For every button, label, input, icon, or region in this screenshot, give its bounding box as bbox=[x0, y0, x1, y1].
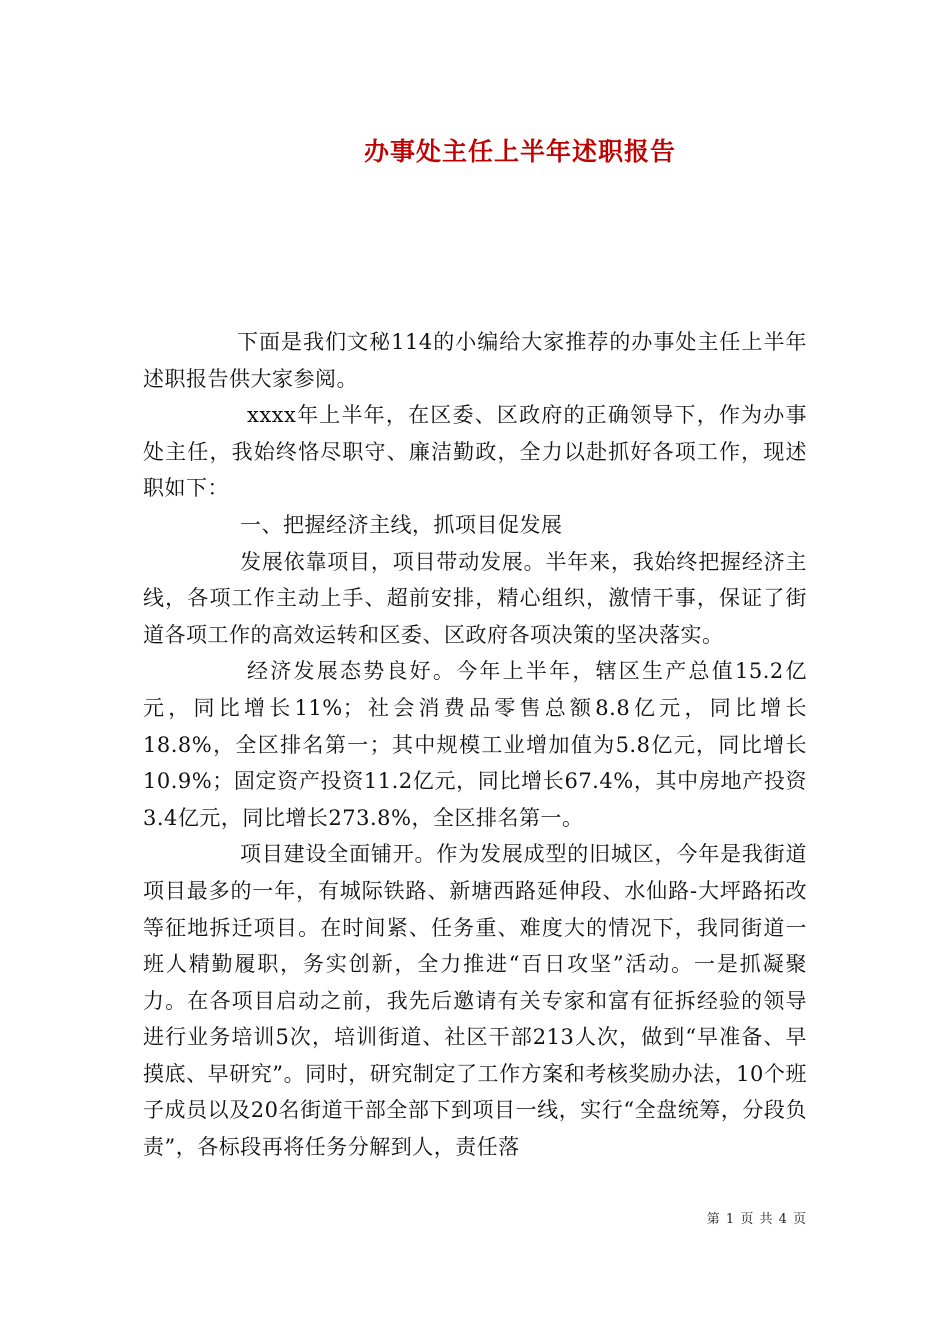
document-title: 办事处主任上半年述职报告 bbox=[363, 137, 676, 166]
paragraph-development: 发展依靠项目，项目带动发展。半年来，我始终把握经济主线，各项工作主动上手、超前安排，精心组织，激情干事，保证了街道各项工作的高效运转和区委、区政府各项决策的坚决落实。 bbox=[143, 549, 807, 647]
paragraph-intro: 下面是我们文秘114的小编给大家推荐的办事处主任上半年述职报告供大家参阅。 bbox=[143, 330, 807, 391]
page-footer: 第 1 页 共 4 页 bbox=[706, 1212, 807, 1227]
document-body bbox=[143, 324, 807, 1166]
paragraph-projects: 项目建设全面铺开。作为发展成型的旧城区，今年是我街道项目最多的一年，有城际铁路、新塘西路延伸段、水仙路-大坪路拓改等征地拆迁项目。在时间紧、任务重、难度大的情况下，我同街道一班人精勤履职，务实创新，全力推进“百日攻坚”活动。一是抓凝聚力。在各项目启动之前，我先后邀请有关专家和富有征拆经验的领导进行业务培训5次，培训街道、社区干部213人次，做到“早准备、早摸底、早研究”。同时，研究制定了工作方案和考核奖励办法，10个班子成员以及20名街道干部全部下到项目一线，实行“全盘统筹，分段负责”，各标段再将任务分解到人，责任落 bbox=[143, 842, 807, 1160]
paragraph-economy: 经济发展态势良好。今年上半年，辖区生产总值15.2亿元，同比增长11%；社会消费品零售总额8.8亿元，同比增长18.8%，全区排名第一；其中规模工业增加值为5.8亿元，同比增长10.9%；固定资产投资11.2亿元，同比增长67.4%，其中房地产投资3.4亿元，同比增长273.8%，全区排名第一。 bbox=[143, 659, 807, 830]
paragraph-opening: xxxx年上半年，在区委、区政府的正确领导下，作为办事处主任，我始终恪尽职守、廉洁勤政，全力以赴抓好各项工作，现述职如下： bbox=[143, 403, 807, 501]
section-heading-1: 一、把握经济主线，抓项目促发展 bbox=[240, 512, 563, 537]
